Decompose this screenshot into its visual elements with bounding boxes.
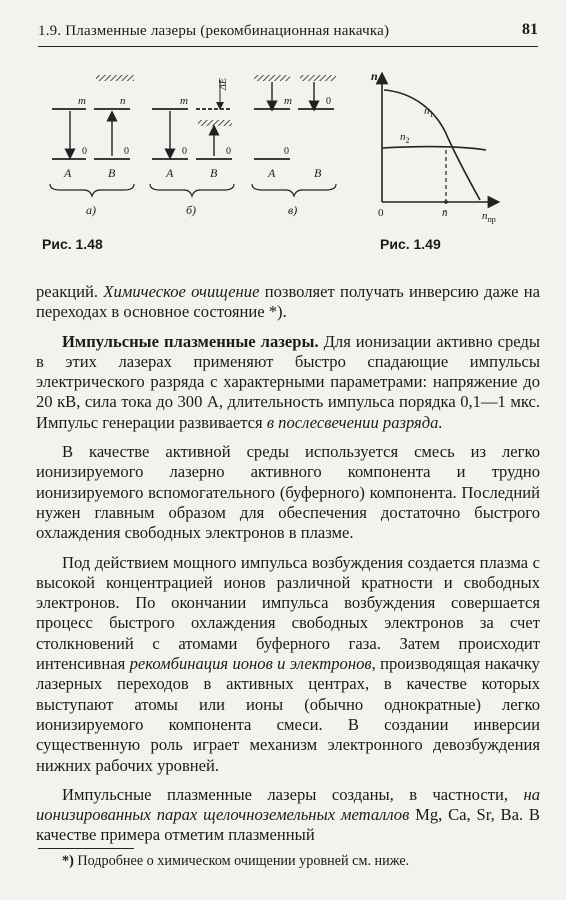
hatched-level-c1 <box>254 75 290 81</box>
page-number: 81 <box>522 21 538 38</box>
delta-E-label: ΔE <box>218 78 229 90</box>
origin-label: 0 <box>378 207 384 219</box>
label-B-c: B <box>314 166 322 180</box>
label-A-a: A <box>64 166 72 180</box>
level-0-b1: 0 <box>182 146 187 157</box>
hatched-level-a <box>96 75 134 81</box>
label-A-b: A <box>166 166 174 180</box>
level-m-a: m <box>78 95 86 107</box>
figure-1-49-caption: Рис. 1.49 <box>380 236 441 252</box>
header-rule <box>38 46 538 47</box>
label-B-a: B <box>108 166 116 180</box>
panel-a-label: а) <box>86 203 96 217</box>
label-A-c: A <box>268 166 276 180</box>
panel-c-label: в) <box>288 203 298 217</box>
footnote-rule <box>38 848 134 849</box>
level-0-b2: 0 <box>226 146 231 157</box>
panel-b-label: б) <box>186 203 197 217</box>
level-n-a: n <box>120 95 126 107</box>
level-0-a2: 0 <box>124 146 129 157</box>
x-axis-label: $n_{пр}$ <box>482 210 496 224</box>
paragraph-3: В качестве активной среды используется смесь из легко ионизируемого лазерно активного компонента и трудно ионизируемого вспомогательного (буферного) компонента. Последний нужен главным образом для обеспечения достаточно быстрого охлаждения свободных электронов в плазме. <box>36 442 540 543</box>
paragraph-4: Под действием мощного импульса возбуждения создается плазма с высокой концентрацией ионов различной кратности и свободных электронов. По окончании импульса возбуждения совершается процесс быстрого охлаждения свободных электронов за счет столкновений с атомами буферного газа. Затем происходит интенсивная рекомбинация ионов и электронов, производящая накачку лазерных переходов в активных центрах, в качестве которых выступают атомы или ионы (обычно однократные) легко ионизируемого компонента смеси. В создании инверсии существенную роль играет механизм электронного девозбуждения нижних рабочих уровней. <box>36 552 540 775</box>
hatched-level-c2 <box>300 75 336 81</box>
level-0-a1: 0 <box>82 146 87 157</box>
figure-1-49-plot <box>370 64 520 224</box>
hatched-level-b <box>198 120 232 126</box>
paragraph-5: Импульсные плазменные лазеры созданы, в частности, на ионизированных парах щелочноземельных металлов Mg, Ca, Sr, Ba. В качестве примера отметим плазменный <box>36 784 540 845</box>
figure-1-48-caption: Рис. 1.48 <box>42 236 103 252</box>
level-m-c: m <box>284 95 292 107</box>
y-axis-label: n <box>371 69 378 83</box>
curve-2-label: $n_2$ <box>400 131 410 145</box>
figure-1-48-diagram <box>40 66 380 226</box>
level-m-b: m <box>180 95 188 107</box>
label-B-b: B <box>210 166 218 180</box>
running-title: 1.9. Плазменные лазеры (рекомбинационная накачка) <box>38 23 390 39</box>
page-header <box>38 21 538 43</box>
paragraph-1: реакций. Химическое очищение позволяет получать инверсию даже на переходах в основное состояние *). <box>36 282 540 322</box>
footnote: *) Подробнее о химическом очищении уровней см. ниже. <box>62 853 410 869</box>
body-text <box>36 282 540 846</box>
x-mark-label: n̄ <box>442 207 448 219</box>
curve-1-label: $n_1$ <box>424 105 434 119</box>
paragraph-2: Импульсные плазменные лазеры. Для ионизации активно среды в этих лазерах применяют быстро спадающие импульсы электрического разряда с характерными параметрами: напряжение до 20 кВ, сила тока до 300 А, длительность импульса порядка 0,1—1 мкс. Импульс генерации развивается в послесвечении разряда. <box>36 331 540 432</box>
level-0-c1: 0 <box>284 146 289 157</box>
level-0-c-top: 0 <box>326 96 331 107</box>
